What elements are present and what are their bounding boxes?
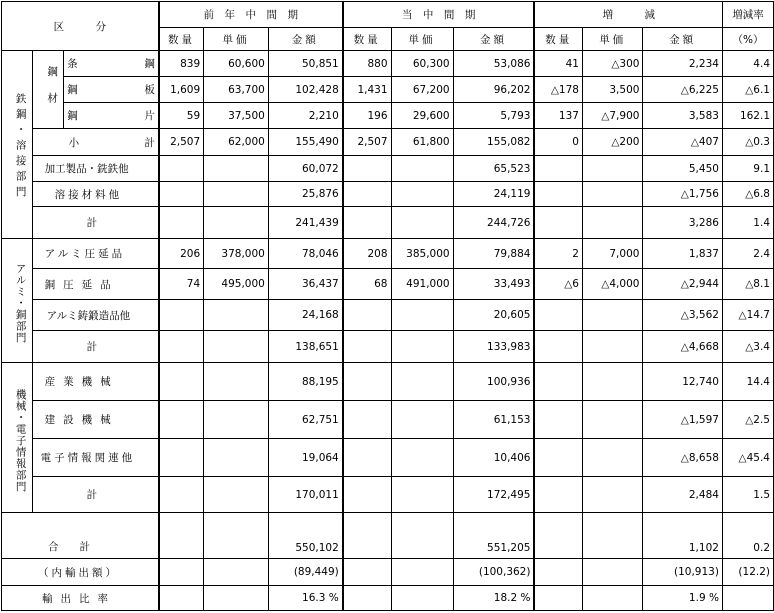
cell-empty [534, 363, 582, 401]
cell-change-rate: △3.4 [722, 331, 773, 363]
cell-prev-amount: 25,876 [268, 182, 342, 207]
header-curr-qty: 数量 [343, 28, 391, 51]
row-label: 鋼 板 [64, 77, 159, 103]
cell-empty [534, 586, 582, 611]
cell-empty [159, 477, 204, 513]
cell-change-amount: 3,583 [643, 103, 723, 129]
cell-empty [343, 182, 391, 207]
sales-table [1, 1, 774, 611]
cell-prev-price: 37,500 [204, 103, 269, 129]
cell-curr-qty: 880 [343, 51, 391, 77]
row-label: 小 計 [32, 129, 159, 156]
cell-change-amount: △8,658 [643, 439, 723, 477]
cell-change-qty: △6 [534, 269, 582, 300]
cell-change-amount: 3,286 [643, 207, 723, 239]
cell-curr-amount: 33,493 [453, 269, 534, 300]
cell-change-amount: △6,225 [643, 77, 723, 103]
table-row [2, 51, 774, 77]
cell-empty [391, 331, 453, 363]
cell-prev-amount: 102,428 [268, 77, 342, 103]
cell-curr-price: 60,300 [391, 51, 453, 77]
cell-curr-amount: 24,119 [453, 182, 534, 207]
cell-empty [159, 439, 204, 477]
cell-change-amount: △1,756 [643, 182, 723, 207]
row-label: 鋼 片 [64, 103, 159, 129]
cell-curr-amount: 100,936 [453, 363, 534, 401]
cell-change-amount: 12,740 [643, 363, 723, 401]
row-label: 加工製品・銑鉄他 [32, 156, 159, 182]
cell-prev-amount: 88,195 [268, 363, 342, 401]
cell-change-amount: 1.9 % [643, 586, 723, 611]
cell-change-rate: 162.1 [722, 103, 773, 129]
cell-empty [159, 559, 204, 586]
cell-prev-amount: 170,011 [268, 477, 342, 513]
steel-group-label: 鋼材 [32, 51, 64, 129]
cell-empty [343, 331, 391, 363]
cell-curr-qty: 68 [343, 269, 391, 300]
header-change: 増 減 [534, 2, 722, 28]
row-label: 計 [32, 331, 159, 363]
cell-empty [343, 513, 391, 559]
cell-empty [582, 207, 642, 239]
section-label-mach: 機械・電子情報部門 [2, 363, 33, 513]
table-row [2, 77, 774, 103]
cell-curr-amount: 133,983 [453, 331, 534, 363]
cell-empty [391, 513, 453, 559]
cell-empty [582, 513, 642, 559]
cell-empty [159, 586, 204, 611]
cell-change-rate: 2.4 [722, 239, 773, 269]
cell-empty [391, 586, 453, 611]
cell-change-price: △4,000 [582, 269, 642, 300]
cell-change-amount: 1,102 [643, 513, 723, 559]
header-category: 区 分 [2, 2, 159, 51]
cell-empty [534, 207, 582, 239]
cell-prev-price: 62,000 [204, 129, 269, 156]
cell-empty [534, 513, 582, 559]
cell-change-amount: 2,234 [643, 51, 723, 77]
cell-prev-price: 63,700 [204, 77, 269, 103]
row-label: 電子情報関連他 [32, 439, 159, 477]
export-ratio-row [2, 586, 774, 611]
cell-empty [582, 300, 642, 331]
cell-empty [722, 586, 773, 611]
table-row [2, 103, 774, 129]
cell-empty [582, 363, 642, 401]
section-label-alcu: アルミ・銅部門 [2, 239, 33, 363]
cell-empty [582, 586, 642, 611]
cell-curr-amount: 10,406 [453, 439, 534, 477]
cell-empty [343, 439, 391, 477]
cell-change-qty: △178 [534, 77, 582, 103]
cell-empty [159, 401, 204, 439]
cell-change-rate: △14.7 [722, 300, 773, 331]
cell-empty [534, 300, 582, 331]
cell-empty [582, 156, 642, 182]
total-row [2, 331, 774, 363]
total-row [2, 477, 774, 513]
cell-prev-qty: 74 [159, 269, 204, 300]
header-pct-unit: （%） [722, 28, 773, 51]
header-prev-price: 単価 [204, 28, 269, 51]
cell-curr-price: 61,800 [391, 129, 453, 156]
cell-change-rate: 0.2 [722, 513, 773, 559]
header-change-price: 単価 [582, 28, 642, 51]
cell-curr-amount: 155,082 [453, 129, 534, 156]
cell-empty [582, 182, 642, 207]
cell-curr-amount: 20,605 [453, 300, 534, 331]
table-row [2, 401, 774, 439]
cell-empty [204, 513, 269, 559]
cell-empty [204, 401, 269, 439]
cell-empty [391, 300, 453, 331]
cell-change-rate: 4.4 [722, 51, 773, 77]
header-curr-amount: 金額 [453, 28, 534, 51]
header-change-rate: 増減率 [722, 2, 773, 28]
cell-prev-amount: 155,490 [268, 129, 342, 156]
cell-empty [343, 401, 391, 439]
row-label: （内輸出額） [2, 559, 159, 586]
cell-prev-qty: 839 [159, 51, 204, 77]
header-change-qty: 数量 [534, 28, 582, 51]
cell-empty [159, 513, 204, 559]
table-row [2, 239, 774, 269]
cell-curr-qty: 2,507 [343, 129, 391, 156]
cell-change-rate: △6.8 [722, 182, 773, 207]
row-label: 計 [32, 477, 159, 513]
cell-empty [204, 156, 269, 182]
cell-curr-amount: 96,202 [453, 77, 534, 103]
cell-empty [159, 363, 204, 401]
table-row [2, 300, 774, 331]
table-row [2, 182, 774, 207]
header-prev-qty: 数量 [159, 28, 204, 51]
cell-empty [534, 182, 582, 207]
cell-change-qty: 2 [534, 239, 582, 269]
cell-prev-qty: 2,507 [159, 129, 204, 156]
cell-prev-amount: 16.3 % [268, 586, 342, 611]
cell-empty [204, 363, 269, 401]
cell-empty [582, 401, 642, 439]
cell-empty [391, 182, 453, 207]
cell-change-rate: △2.5 [722, 401, 773, 439]
cell-change-rate: 1.4 [722, 207, 773, 239]
cell-change-rate: △0.3 [722, 129, 773, 156]
cell-empty [343, 477, 391, 513]
row-label: アルミ鋳鍛造品他 [32, 300, 159, 331]
cell-change-rate: △8.1 [722, 269, 773, 300]
cell-prev-amount: 24,168 [268, 300, 342, 331]
cell-curr-amount: 5,793 [453, 103, 534, 129]
cell-prev-amount: 78,046 [268, 239, 342, 269]
cell-empty [534, 559, 582, 586]
cell-change-amount: △1,597 [643, 401, 723, 439]
cell-change-amount: △4,668 [643, 331, 723, 363]
cell-change-amount: △407 [643, 129, 723, 156]
cell-change-rate: △45.4 [722, 439, 773, 477]
total-row [2, 207, 774, 239]
cell-curr-price: 491,000 [391, 269, 453, 300]
table-row [2, 156, 774, 182]
cell-change-rate: (12.2) [722, 559, 773, 586]
cell-change-qty: 41 [534, 51, 582, 77]
cell-empty [204, 331, 269, 363]
table-row [2, 439, 774, 477]
cell-prev-qty: 1,609 [159, 77, 204, 103]
cell-change-rate: 9.1 [722, 156, 773, 182]
cell-empty [343, 207, 391, 239]
cell-empty [391, 401, 453, 439]
cell-curr-amount: 65,523 [453, 156, 534, 182]
row-label: 輸出比率 [2, 586, 159, 611]
cell-curr-price: 67,200 [391, 77, 453, 103]
cell-prev-amount: 550,102 [268, 513, 342, 559]
cell-empty [343, 156, 391, 182]
cell-change-price: 7,000 [582, 239, 642, 269]
cell-empty [204, 182, 269, 207]
cell-change-amount: △3,562 [643, 300, 723, 331]
cell-empty [582, 477, 642, 513]
cell-empty [582, 559, 642, 586]
cell-empty [534, 331, 582, 363]
cell-curr-qty: 208 [343, 239, 391, 269]
cell-change-qty: 0 [534, 129, 582, 156]
section-label-steel: 鉄鋼・溶接部門 [2, 51, 33, 239]
cell-curr-amount: 61,153 [453, 401, 534, 439]
header-prev-amount: 金額 [268, 28, 342, 51]
cell-prev-amount: 19,064 [268, 439, 342, 477]
cell-change-amount: 2,484 [643, 477, 723, 513]
row-label: 計 [32, 207, 159, 239]
cell-change-qty: 137 [534, 103, 582, 129]
cell-prev-amount: 138,651 [268, 331, 342, 363]
cell-prev-amount: 2,210 [268, 103, 342, 129]
header-change-amount: 金額 [643, 28, 723, 51]
cell-empty [159, 182, 204, 207]
cell-change-price: △300 [582, 51, 642, 77]
cell-change-price: 3,500 [582, 77, 642, 103]
cell-prev-amount: 241,439 [268, 207, 342, 239]
table-row [2, 269, 774, 300]
export-row [2, 559, 774, 586]
header-curr-price: 単価 [391, 28, 453, 51]
cell-empty [391, 439, 453, 477]
cell-empty [204, 207, 269, 239]
cell-change-amount: (10,913) [643, 559, 723, 586]
header-curr-period: 当 中 間 期 [343, 2, 535, 28]
cell-change-rate: △6.1 [722, 77, 773, 103]
grand-total-row [2, 513, 774, 559]
cell-empty [204, 439, 269, 477]
cell-change-amount: 1,837 [643, 239, 723, 269]
cell-prev-qty: 206 [159, 239, 204, 269]
header-row-1 [2, 2, 774, 28]
cell-prev-amount: 62,751 [268, 401, 342, 439]
cell-change-rate: 1.5 [722, 477, 773, 513]
cell-prev-amount: 50,851 [268, 51, 342, 77]
cell-curr-amount: 53,086 [453, 51, 534, 77]
cell-empty [391, 477, 453, 513]
cell-empty [204, 559, 269, 586]
cell-prev-amount: 36,437 [268, 269, 342, 300]
row-label: 銅圧延品 [32, 269, 159, 300]
cell-curr-qty: 196 [343, 103, 391, 129]
cell-prev-qty: 59 [159, 103, 204, 129]
row-label: 溶接材料他 [32, 182, 159, 207]
cell-empty [343, 559, 391, 586]
cell-curr-qty: 1,431 [343, 77, 391, 103]
cell-curr-price: 29,600 [391, 103, 453, 129]
cell-change-price: △200 [582, 129, 642, 156]
cell-curr-amount: (100,362) [453, 559, 534, 586]
header-prev-period: 前 年 中 間 期 [159, 2, 343, 28]
cell-prev-price: 60,600 [204, 51, 269, 77]
cell-change-price: △7,900 [582, 103, 642, 129]
cell-empty [582, 331, 642, 363]
cell-empty [534, 439, 582, 477]
cell-empty [534, 401, 582, 439]
cell-empty [204, 300, 269, 331]
cell-empty [159, 331, 204, 363]
cell-prev-price: 378,000 [204, 239, 269, 269]
cell-curr-amount: 18.2 % [453, 586, 534, 611]
cell-curr-amount: 79,884 [453, 239, 534, 269]
table-row [2, 363, 774, 401]
cell-empty [582, 439, 642, 477]
cell-curr-amount: 551,205 [453, 513, 534, 559]
cell-empty [534, 156, 582, 182]
cell-curr-amount: 172,495 [453, 477, 534, 513]
cell-prev-amount: 60,072 [268, 156, 342, 182]
cell-empty [343, 363, 391, 401]
row-label: 建設機械 [32, 401, 159, 439]
cell-empty [204, 586, 269, 611]
cell-empty [204, 477, 269, 513]
row-label: アルミ圧延品 [32, 239, 159, 269]
cell-empty [391, 559, 453, 586]
cell-empty [343, 300, 391, 331]
cell-empty [391, 363, 453, 401]
cell-change-rate: 14.4 [722, 363, 773, 401]
cell-empty [159, 207, 204, 239]
cell-empty [159, 300, 204, 331]
cell-empty [534, 477, 582, 513]
row-label: 条 鋼 [64, 51, 159, 77]
cell-change-amount: △2,944 [643, 269, 723, 300]
cell-curr-amount: 244,726 [453, 207, 534, 239]
cell-empty [391, 156, 453, 182]
cell-change-amount: 5,450 [643, 156, 723, 182]
subtotal-row [2, 129, 774, 156]
cell-empty [391, 207, 453, 239]
row-label: 合 計 [2, 513, 159, 559]
cell-curr-price: 385,000 [391, 239, 453, 269]
cell-prev-price: 495,000 [204, 269, 269, 300]
cell-empty [343, 586, 391, 611]
cell-empty [159, 156, 204, 182]
cell-prev-amount: (89,449) [268, 559, 342, 586]
row-label: 産業機械 [32, 363, 159, 401]
